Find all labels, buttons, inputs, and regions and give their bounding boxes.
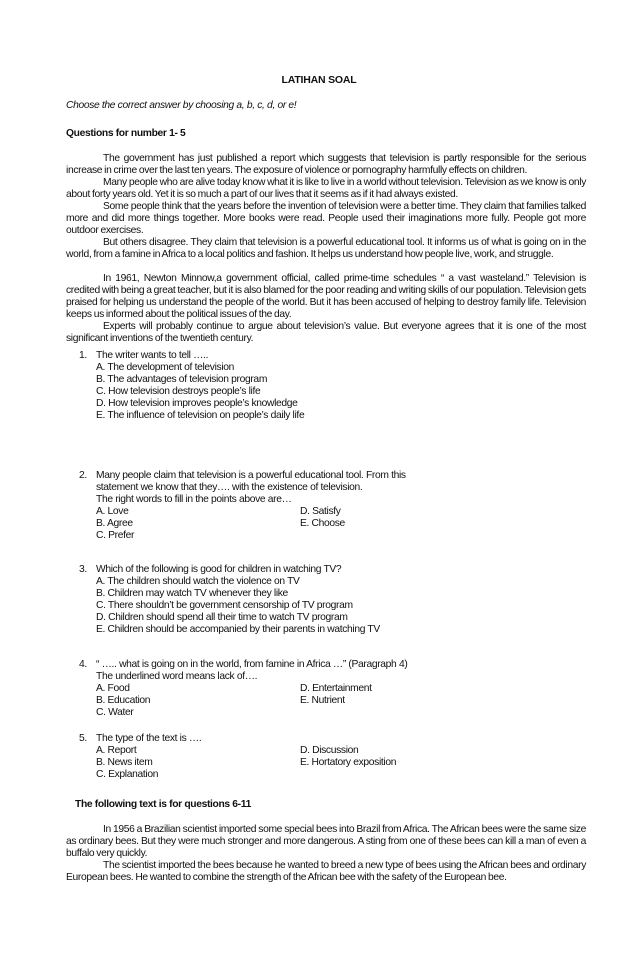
option-c[interactable]: C. Explanation <box>96 769 159 780</box>
option-b[interactable]: B. Children may watch TV whenever they like <box>96 588 288 599</box>
paragraph-text: Many people who are alive today know what it is like to live in a world without television. Television as we know is only about forty years old. Yet it is so much a part of our lives that it seems as if it had always existed. <box>66 177 586 200</box>
question-4 <box>0 659 638 719</box>
passage-1-paragraph-6 <box>66 321 586 345</box>
option-a[interactable]: A. The development of television <box>96 362 235 373</box>
question-stem-line-1: “ ….. what is going on in the world, from famine in Africa …” (Paragraph 4) <box>96 659 408 670</box>
option-a[interactable]: A. Report <box>96 745 137 756</box>
option-c[interactable]: C. There shouldn’t be government censorship of TV program <box>96 600 353 611</box>
question-number: 1. <box>79 350 87 361</box>
paragraph-text: In 1961, Newton Minnow,a government official, called prime-time schedules “ a vast wasteland.” Television is credited with being a great teacher, but it is also blamed for the poor reading and writing skills of our population. Television gets praised for helping us understand the people of the world. But it has been accused of helping to destroy family life. Television keeps us informed about the political issues of the day. <box>66 273 586 320</box>
question-5 <box>0 733 638 781</box>
option-a[interactable]: A. Food <box>96 683 130 694</box>
question-1 <box>0 350 638 421</box>
question-3 <box>0 564 638 636</box>
paragraph-text: The scientist imported the bees because he wanted to breed a new type of bees using the African bees and ordinary European bees. He wanted to combine the strength of the African bee with the safety of the European bee. <box>66 860 586 883</box>
question-number: 5. <box>79 733 87 744</box>
section-heading-1: Questions for number 1- 5 <box>66 128 186 139</box>
question-number: 2. <box>79 470 87 481</box>
question-stem: The type of the text is …. <box>96 733 202 744</box>
option-e[interactable]: E. Nutrient <box>300 695 345 706</box>
option-c[interactable]: C. Water <box>96 707 134 718</box>
paragraph-text: Experts will probably continue to argue about television’s value. But everyone agrees that it is one of the most significant inventions of the twentieth century. <box>66 321 586 344</box>
question-stem-line-2: statement we know that they…. with the existence of television. <box>96 482 363 493</box>
passage-1-paragraph-1 <box>66 153 586 177</box>
passage-1-paragraph-4 <box>66 237 586 261</box>
passage-1-paragraph-2 <box>66 177 586 201</box>
paragraph-text: The government has just published a report which suggests that television is partly responsible for the serious increase in crime over the last ten years. The exposure of violence or pornography harmfully effects on children. <box>66 153 586 176</box>
section-heading-2: The following text is for questions 6-11 <box>75 799 251 810</box>
option-e[interactable]: E. Choose <box>300 518 345 529</box>
option-d[interactable]: D. How television improves people’s knowledge <box>96 398 298 409</box>
question-stem: The writer wants to tell ….. <box>96 350 209 361</box>
passage-2-paragraph-2 <box>66 860 586 884</box>
question-stem: Which of the following is good for children in watching TV? <box>96 564 342 575</box>
question-number: 3. <box>79 564 87 575</box>
option-b[interactable]: B. Agree <box>96 518 133 529</box>
option-e[interactable]: E. Children should be accompanied by their parents in watching TV <box>96 624 380 635</box>
question-number: 4. <box>79 659 87 670</box>
option-d[interactable]: D. Discussion <box>300 745 359 756</box>
question-stem-line-3: The right words to fill in the points above are… <box>96 494 292 505</box>
question-stem-line-1: Many people claim that television is a powerful educational tool. From this <box>96 470 406 481</box>
option-c[interactable]: C. How television destroys people’s life <box>96 386 261 397</box>
option-e[interactable]: E. Hortatory exposition <box>300 757 397 768</box>
option-a[interactable]: A. Love <box>96 506 129 517</box>
question-stem-line-2: The underlined word means lack of…. <box>96 671 258 682</box>
option-e[interactable]: E. The influence of television on people’s daily life <box>96 410 305 421</box>
option-a[interactable]: A. The children should watch the violence on TV <box>96 576 300 587</box>
passage-1-paragraph-5 <box>66 273 586 321</box>
option-d[interactable]: D. Satisfy <box>300 506 341 517</box>
paragraph-text: Some people think that the years before the invention of television were a better time. They claim that families talked more and did more things together. More books were read. People used their imaginations more fully. People got more outdoor exercises. <box>66 201 586 236</box>
option-d[interactable]: D. Entertainment <box>300 683 372 694</box>
paragraph-text: But others disagree. They claim that television is a powerful educational tool. It informs us of what is going on in the world, from a famine in Africa to a local politics and fashion. It helps us understand how people live, work, and struggle. <box>66 237 586 260</box>
instruction-text: Choose the correct answer by choosing a, b, c, d, or e! <box>66 100 297 111</box>
passage-1-paragraph-3 <box>66 201 586 237</box>
option-d[interactable]: D. Children should spend all their time to watch TV program <box>96 612 348 623</box>
option-b[interactable]: B. News item <box>96 757 153 768</box>
option-b[interactable]: B. Education <box>96 695 151 706</box>
page-title: LATIHAN SOAL <box>281 74 357 86</box>
option-b[interactable]: B. The advantages of television program <box>96 374 268 385</box>
question-2 <box>0 470 638 542</box>
option-c[interactable]: C. Prefer <box>96 530 135 541</box>
paragraph-text: In 1956 a Brazilian scientist imported some special bees into Brazil from Africa. The African bees were the same size as ordinary bees. But they were much stronger and more dangerous. A sting from one of these bees can kill a man of even a buffalo very quickly. <box>66 824 586 859</box>
passage-2-paragraph-1 <box>66 824 586 860</box>
